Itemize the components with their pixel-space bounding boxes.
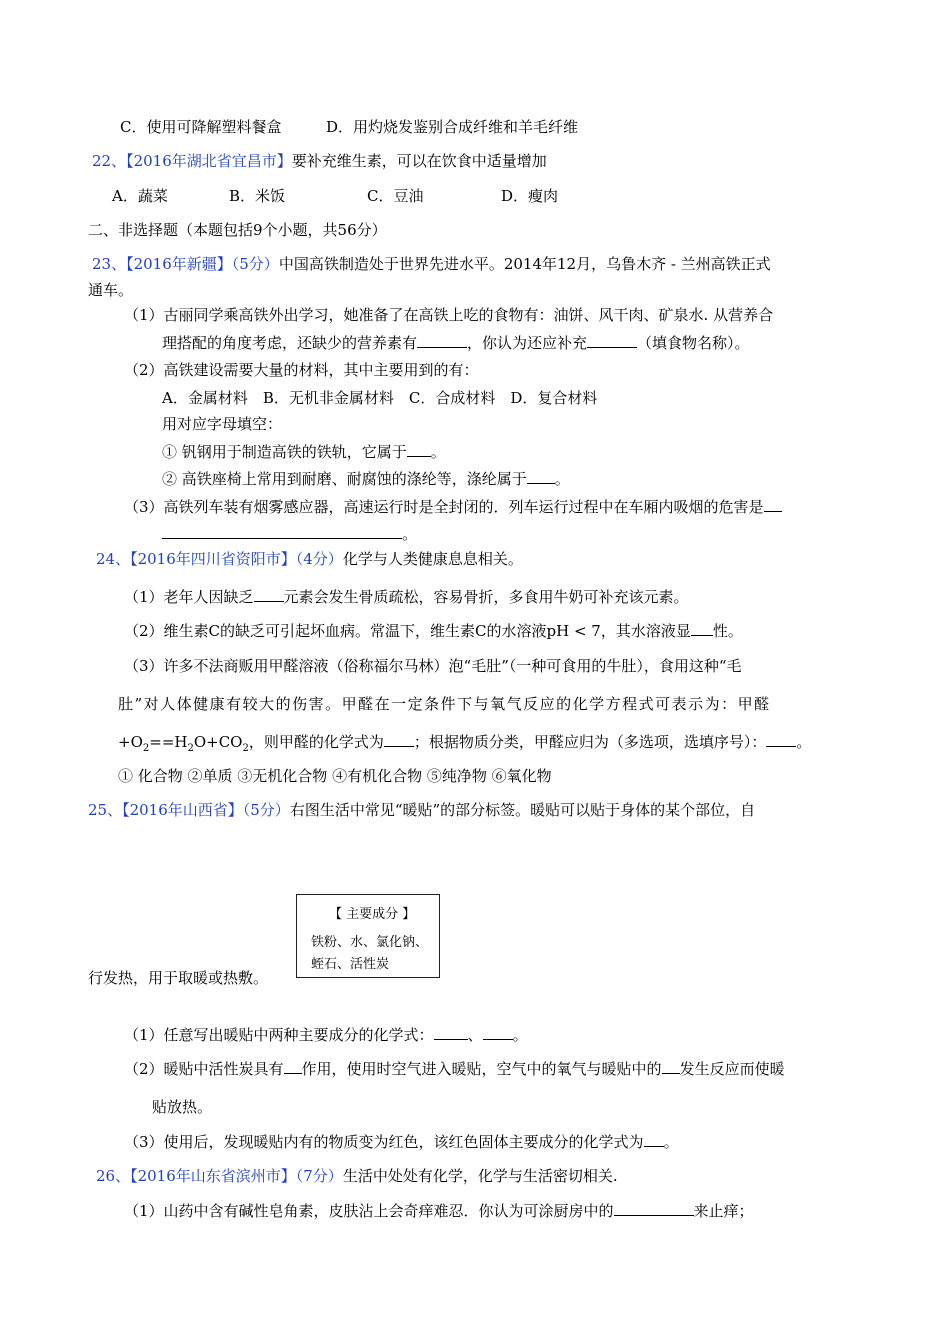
q23-stem — [92, 254, 771, 274]
answer-blank[interactable] — [587, 332, 637, 348]
q22-option-a: A．蔬菜 — [112, 187, 168, 205]
answer-blank[interactable] — [527, 468, 555, 484]
answer-blank[interactable] — [483, 1024, 513, 1040]
answer-blank[interactable] — [434, 1024, 468, 1040]
question-text: 右图生活中常见“暖贴”的部分标签。暖贴可以贴于身体的某个部位，自 — [289, 801, 756, 819]
q25-part2: （2）暖贴中活性炭具有 作用，使用时空气进入暖贴，空气中的氧气与暖贴中的 发生反应而使暖 — [124, 1060, 785, 1078]
label-title: 【 主要成分 】 — [329, 907, 416, 922]
answer-blank[interactable] — [614, 1200, 694, 1216]
answer-blank[interactable] — [644, 1131, 664, 1147]
answer-blank[interactable] — [162, 523, 402, 539]
question-source: 【2016年山西省】（5分） — [122, 801, 290, 819]
question-number: 26、 — [96, 1167, 131, 1185]
question-source: 【2016年山东省滨州市】（7分） — [130, 1167, 343, 1185]
q23-part1-line1: （1）古丽同学乘高铁外出学习，她准备了在高铁上吃的食物有：油饼、风干肉、矿泉水. 从营养合 — [124, 306, 774, 324]
q23-stem-cont: 通车。 — [88, 281, 134, 299]
question-text: 要补充维生素，可以在饮食中适量增加 — [291, 152, 547, 170]
answer-blank[interactable] — [284, 1058, 302, 1074]
answer-blank[interactable] — [766, 731, 796, 747]
answer-blank[interactable] — [384, 731, 414, 747]
answer-blank[interactable] — [254, 586, 284, 602]
q23-part2-options: A．金属材料 B．无机非金属材料 C．合成材料 D．复合材料 — [162, 389, 598, 407]
q24-part3-line2: 肚”对人体健康有较大的伤害。甲醛在一定条件下与氧气反应的化学方程式可表示为：甲醛 — [118, 695, 771, 713]
question-number: 24、 — [96, 550, 131, 568]
q22-option-c: C．豆油 — [367, 187, 424, 205]
q24-part3-line3: $+O_2==H_2O+CO_2$，则甲醛的化学式为 ；根据物质分类，甲醛应归为（多选项，选填序号）： 。 — [118, 733, 812, 754]
q26-stem — [96, 1166, 618, 1186]
q26-part1: （1）山药中含有碱性皂角素，皮肤沾上会奇痒难忍．你认为可涂厨房中的 来止痒； — [124, 1202, 754, 1220]
question-number: 22、 — [92, 152, 127, 170]
question-text: 生活中处处有化学，化学与生活密切相关. — [342, 1167, 618, 1185]
q24-part1: （1）老年人因缺乏 元素会发生骨质疏松，容易骨折，多食用牛奶可补充该元素。 — [124, 588, 689, 606]
q23-part2: （2）高铁建设需要大量的材料，其中主要用到的有： — [124, 361, 479, 379]
question-number: 25、 — [88, 801, 123, 819]
q25-stem — [88, 800, 755, 820]
q22-option-d: D．瘦肉 — [501, 187, 559, 205]
q21-option-c: C．使用可降解塑料餐盒 — [120, 118, 282, 136]
q25-part2-cont: 贴放热。 — [152, 1098, 213, 1116]
answer-blank[interactable] — [417, 332, 467, 348]
question-source: 【2016年湖北省宜昌市】 — [126, 152, 292, 170]
answer-blank[interactable] — [662, 1058, 680, 1074]
question-text: 中国高铁制造处于世界先进水平。2014年12月，乌鲁木齐 - 兰州高铁正式 — [278, 255, 771, 273]
q23-part2-item1: ① 钒钢用于制造高铁的铁轨，它属于 。 — [162, 443, 446, 461]
q24-options: ① 化合物 ②单质 ③无机化合物 ④有机化合物 ⑤纯净物 ⑥氧化物 — [118, 767, 552, 785]
q22-stem — [92, 151, 547, 171]
label-ingredients-line2: 蛭石、活性炭 — [311, 957, 390, 972]
label-ingredients-line1: 铁粉、水、氯化钠、 — [311, 935, 429, 950]
question-number: 23、 — [92, 255, 127, 273]
answer-blank[interactable] — [691, 620, 713, 636]
q23-part3: （3）高铁列车装有烟雾感应器，高速运行时是全封闭的．列车运行过程中在车厢内吸烟的危害是 — [124, 496, 782, 517]
q23-part2-item2: ② 高铁座椅上常用到耐磨、耐腐蚀的涤纶等，涤纶属于 。 — [162, 470, 570, 488]
question-text: 化学与人类健康息息相关。 — [342, 550, 523, 568]
q25-stem-cont: 行发热，用于取暖或热敷。 — [88, 969, 269, 987]
answer-blank[interactable] — [764, 496, 782, 512]
q24-part2: （2）维生素C的缺乏可引起坏血病。常温下，维生素C的水溶液pH < 7，其水溶液显 性。 — [124, 622, 743, 640]
q25-part3: （3）使用后，发现暖贴内有的物质变为红色，该红色固体主要成分的化学式为 。 — [124, 1133, 679, 1151]
q25-part1: （1）任意写出暖贴中两种主要成分的化学式： 、 。 — [124, 1026, 528, 1044]
q23-part2-instruction: 用对应字母填空： — [162, 415, 283, 433]
product-label-image — [296, 894, 440, 978]
q24-part3-line1: （3）许多不法商贩用甲醛溶液（俗称福尔马林）泡“毛肚”（一种可食用的牛肚），食用这种“毛 — [124, 657, 742, 675]
q24-stem — [96, 549, 523, 569]
q23-part1-line2: 理搭配的角度考虑，还缺少的营养素有 ，你认为还应补充 （填食物名称）。 — [162, 334, 750, 352]
answer-blank[interactable] — [407, 441, 431, 457]
q23-part3-cont: 。 — [162, 523, 417, 544]
q22-option-b: B．米饭 — [229, 187, 286, 205]
q21-option-d: D．用灼烧发鉴别合成纤维和羊毛纤维 — [326, 118, 579, 136]
question-source: 【2016年新疆】（5分） — [126, 255, 279, 273]
question-source: 【2016年四川省资阳市】（4分） — [130, 550, 343, 568]
section-heading: 二、非选择题（本题包括9个小题，共56分） — [88, 221, 387, 239]
